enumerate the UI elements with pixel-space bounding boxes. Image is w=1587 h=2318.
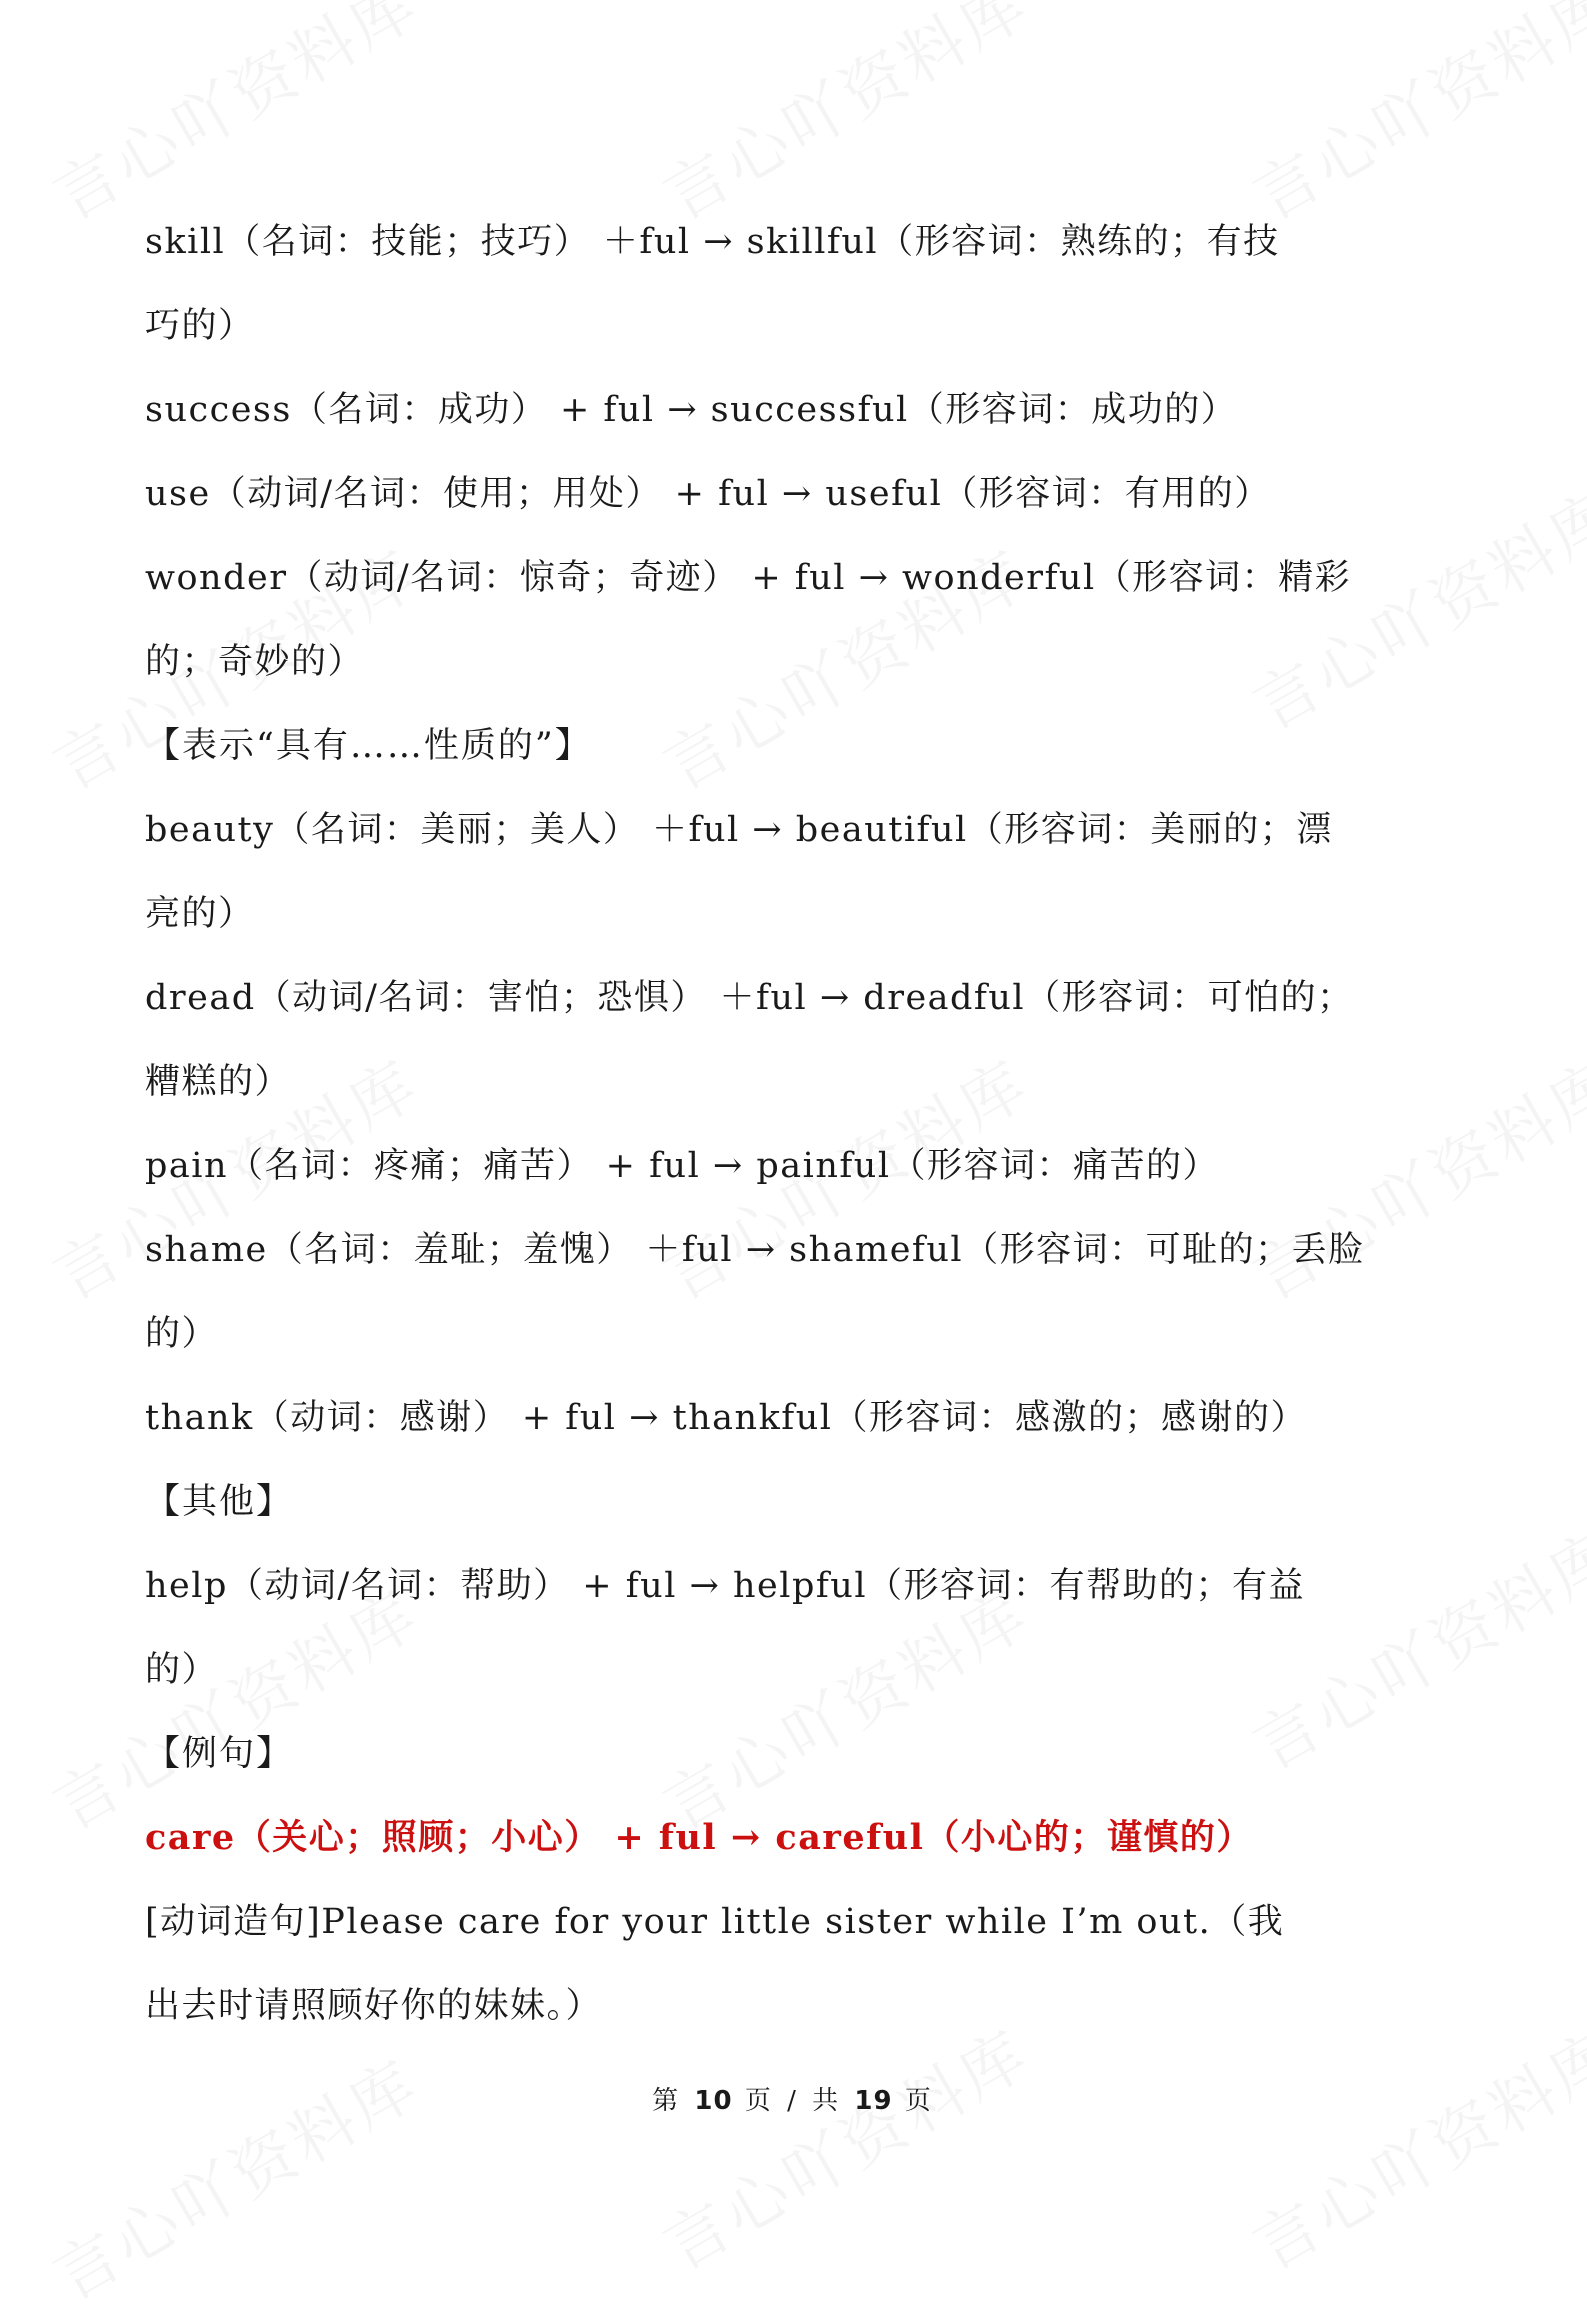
text-line: 巧的） [145,306,255,346]
text-line: 出去时请照顾好你的妹妹。） [145,1986,603,2026]
text-line: 的；奇妙的） [145,642,365,682]
text-line: 糟糕的） [145,1062,292,1102]
text-line: 的） [145,1650,219,1690]
text-line: dread（动词/名词：害怕；恐惧） ＋ful → dreadful（形容词：可怕的； [145,978,1354,1018]
page-footer [0,2080,1587,2117]
text-line: use（动词/名词：使用；用处） + ful → useful（形容词：有用的） [145,474,1271,514]
footer-suffix: 页 [904,2086,935,2116]
text-line: beauty（名词：美丽；美人） ＋ful → beautiful（形容词：美丽的；漂 [145,810,1333,850]
section-heading: 【例句】 [145,1734,294,1774]
highlighted-line: care（关心；照顾；小心） + ful → careful（小心的；谨慎的） [145,1817,1253,1858]
text-line: help（动词/名词：帮助） + ful → helpful（形容词：有帮助的；有益 [145,1566,1306,1606]
total-pages-number: 19 [854,2086,893,2116]
text-line: pain（名词：疼痛；痛苦） + ful → painful（形容词：痛苦的） [145,1146,1220,1186]
footer-middle: 页 / 共 [744,2086,843,2116]
text-line: skill（名词：技能；技巧） ＋ful → skillful（形容词：熟练的；有技 [145,222,1280,262]
section-heading: 【其他】 [145,1482,294,1522]
text-line: [动词造句]Please care for your little sister while I’m out.（我 [145,1902,1285,1942]
section-heading: 【表示“具有……性质的”】 [145,726,592,766]
current-page-number: 10 [694,2086,733,2116]
text-line: thank（动词：感谢） + ful → thankful（形容词：感激的；感谢的） [145,1398,1307,1438]
text-line: 的） [145,1314,219,1354]
text-line: 亮的） [145,894,255,934]
document-body [145,200,1450,2048]
footer-prefix: 第 [652,2086,683,2116]
watermark [34,2034,433,2318]
text-line: success（名词：成功） + ful → successful（形容词：成功的） [145,390,1238,430]
text-line: shame（名词：羞耻；羞愧） ＋ful → shameful（形容词：可耻的；丢脸 [145,1230,1365,1270]
text-line: wonder（动词/名词：惊奇；奇迹） + ful → wonderful（形容词：精彩 [145,558,1352,598]
